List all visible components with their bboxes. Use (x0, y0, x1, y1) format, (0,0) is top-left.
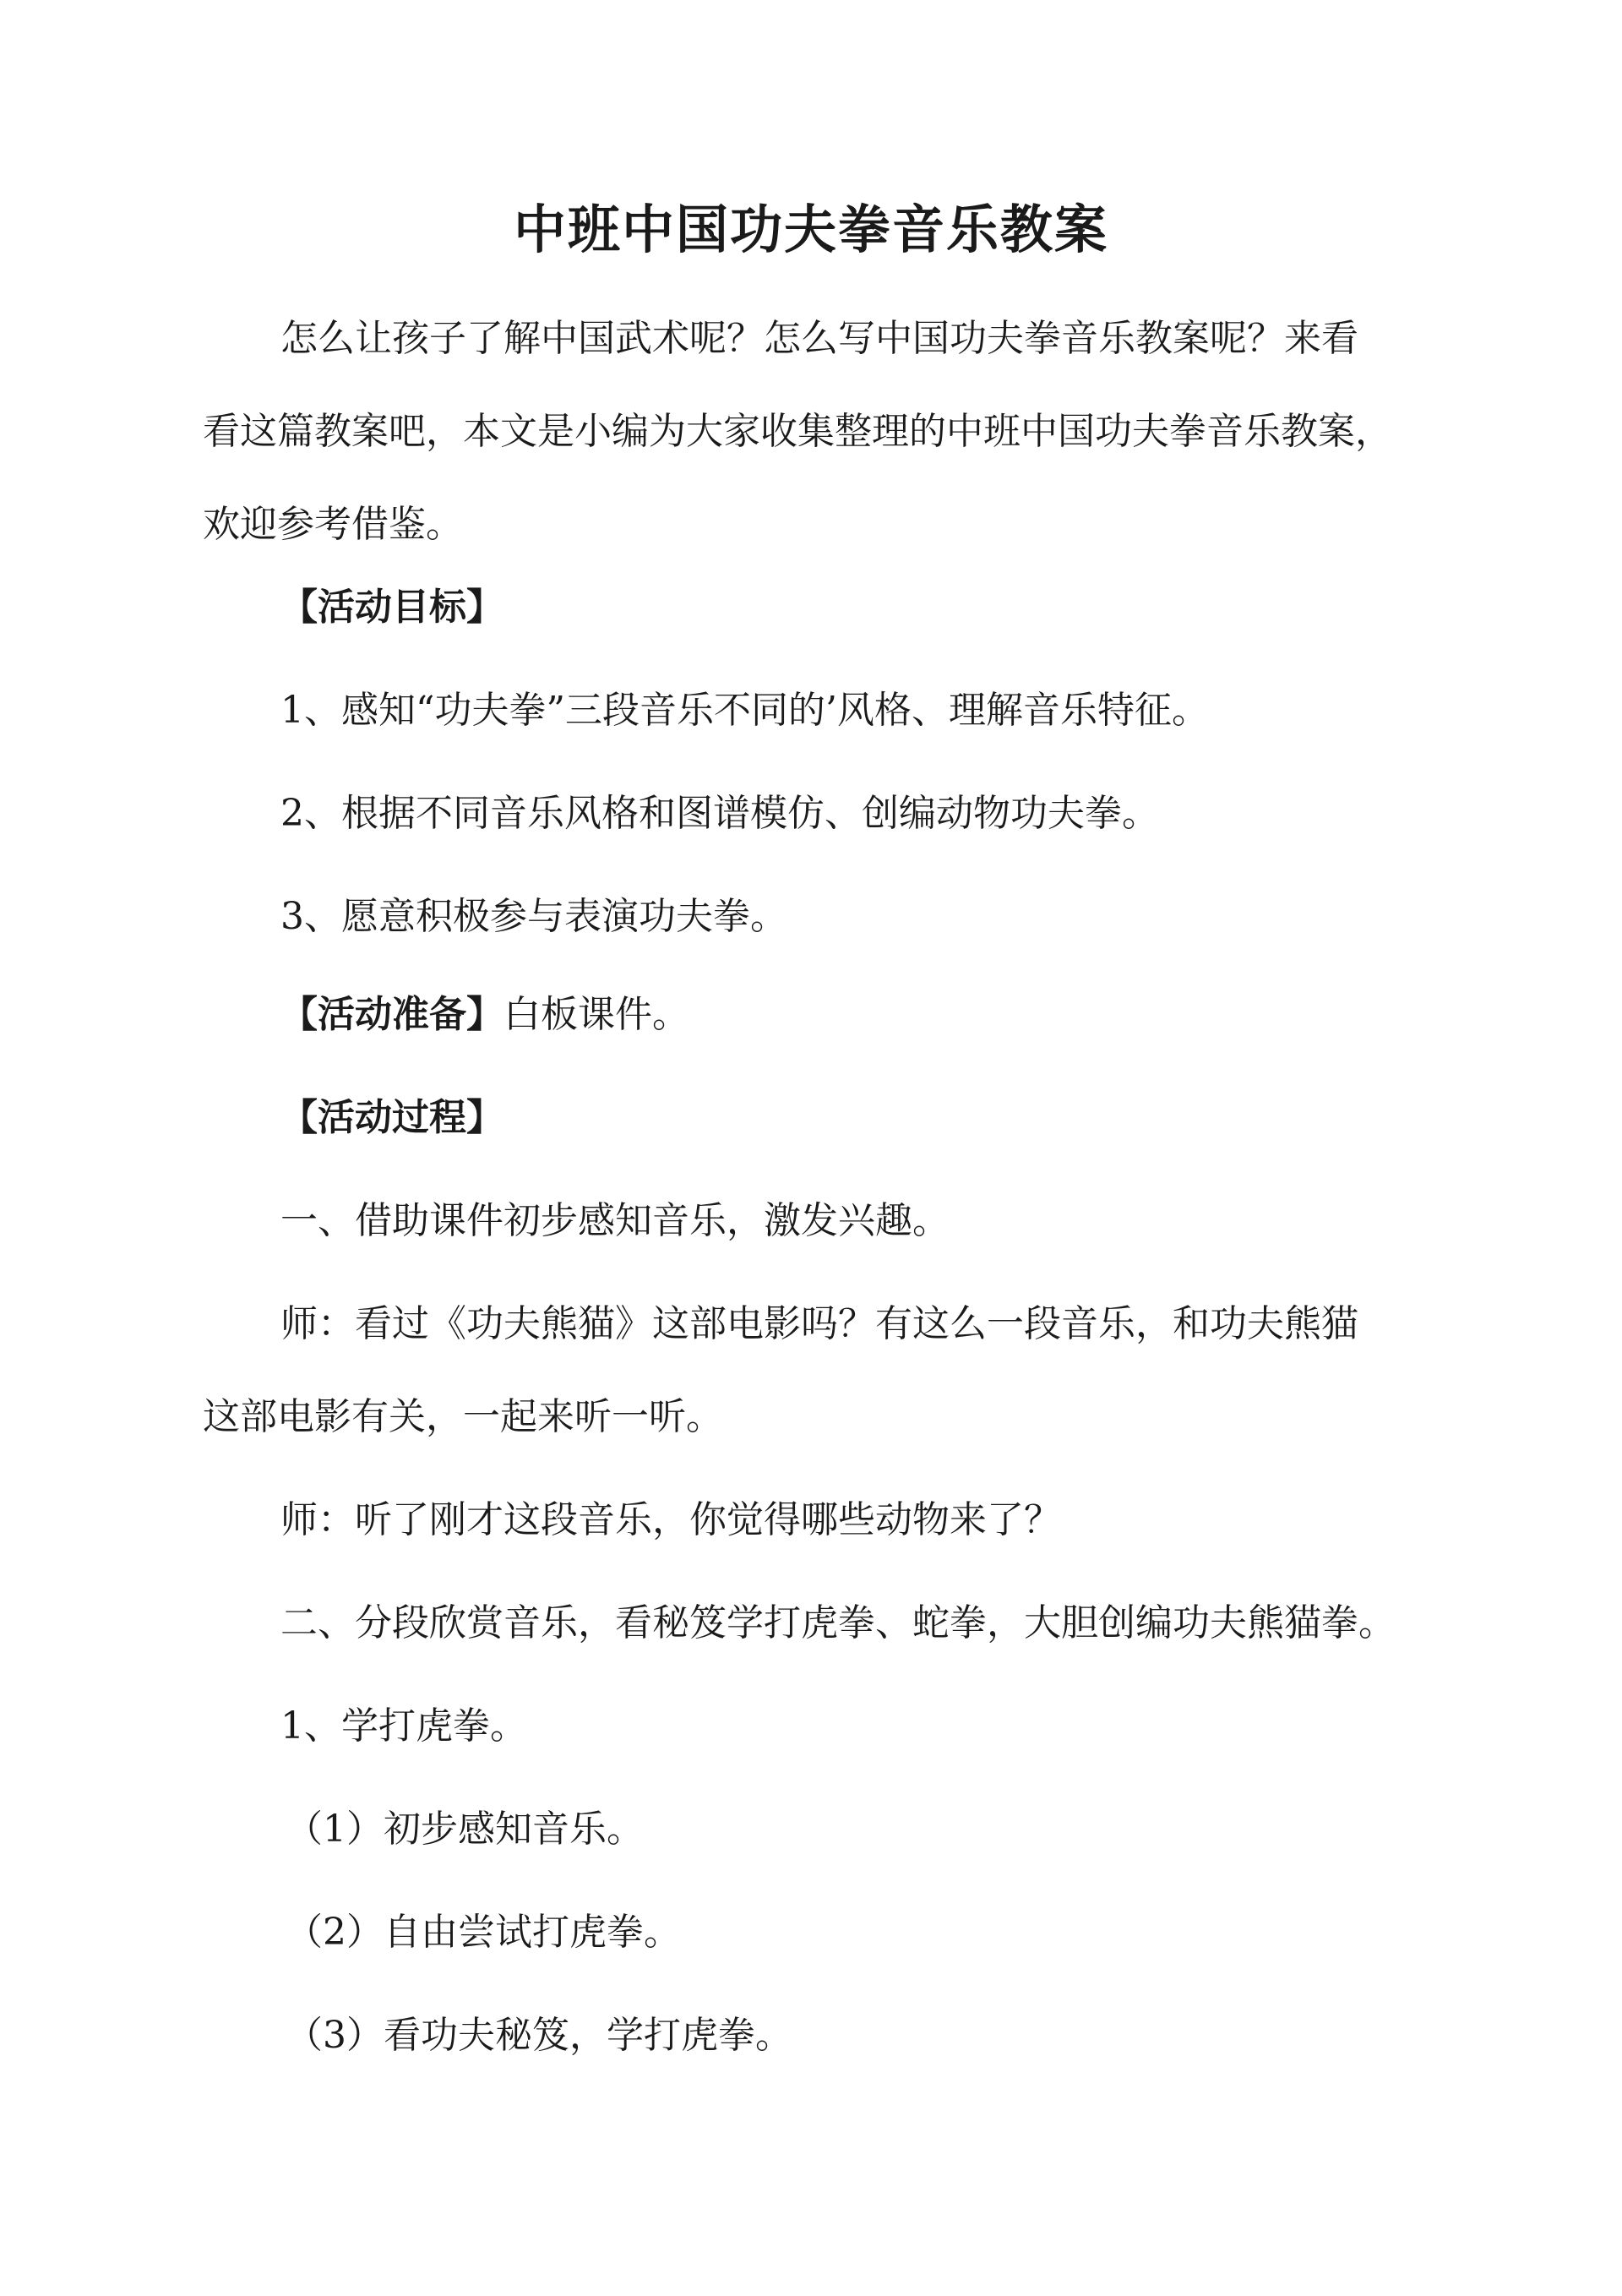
teacher-line: 师：听了刚才这段音乐，你觉得哪些动物来了？ (280, 1498, 1061, 1541)
process-substep: 1、学打虎拳。 (280, 1704, 527, 1748)
prep-line (203, 968, 1453, 1061)
teacher-line: 师：看过《功夫熊猫》这部电影吗？有这么一段音乐，和功夫熊猫 (280, 1302, 1358, 1345)
intro-paragraph (203, 292, 1453, 571)
process-section (203, 1072, 1453, 2082)
goal-heading: 【活动目标】 (280, 586, 503, 629)
prep-text: 白板课件。 (503, 993, 689, 1036)
process-subitem: （3）看功夫秘笈，学打虎拳。 (286, 2014, 792, 2057)
document-title: 中班中国功夫拳音乐教案 (513, 199, 1108, 260)
process-heading: 【活动过程】 (280, 1096, 503, 1139)
intro-line: 欢迎参考借鉴。 (203, 503, 463, 546)
process-step: 二、分段欣赏音乐，看秘笈学打虎拳、蛇拳，大胆创编功夫熊猫拳。 (280, 1601, 1396, 1644)
goal-item: 2、根据不同音乐风格和图谱模仿、创编动物功夫拳。 (280, 792, 1159, 835)
goal-section (203, 561, 1453, 963)
prep-heading: 【活动准备】 (280, 993, 503, 1036)
prep-section (203, 968, 1453, 1061)
intro-line: 看这篇教案吧，本文是小编为大家收集整理的中班中国功夫拳音乐教案， (203, 410, 1392, 453)
teacher-line: 这部电影有关，一起来听一听。 (203, 1395, 723, 1438)
goal-item: 3、愿意积极参与表演功夫拳。 (280, 895, 787, 938)
process-subitem: （2）自由尝试打虎拳。 (286, 1911, 681, 1954)
process-step: 一、借助课件初步感知音乐，激发兴趣。 (280, 1199, 950, 1242)
process-subitem: （1）初步感知音乐。 (286, 1808, 644, 1851)
goal-item: 1、感知“功夫拳”三段音乐不同的’风格、理解音乐特征。 (280, 689, 1209, 732)
intro-line: 怎么让孩子了解中国武术呢？怎么写中国功夫拳音乐教案呢？来看 (280, 317, 1358, 360)
